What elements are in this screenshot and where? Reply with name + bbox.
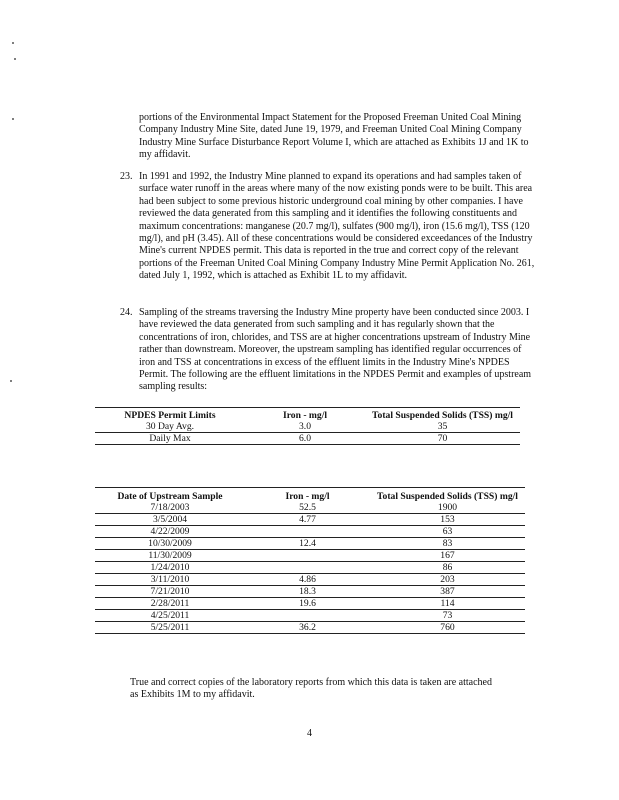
table-header-row bbox=[95, 491, 525, 502]
table-cell: 3/11/2010 bbox=[95, 574, 245, 586]
table-cell: 35 bbox=[365, 421, 520, 433]
column-header: Total Suspended Solids (TSS) mg/l bbox=[372, 410, 513, 421]
table-row bbox=[95, 502, 525, 514]
table-cell: 73 bbox=[370, 610, 525, 622]
table-row bbox=[95, 514, 525, 526]
table-cell: 4/22/2009 bbox=[95, 526, 245, 538]
upstream-samples-table bbox=[95, 491, 525, 634]
table-cell: 36.2 bbox=[245, 622, 370, 634]
table-cell: 10/30/2009 bbox=[95, 538, 245, 550]
item-24-paragraph: Sampling of the streams traversing the Industry Mine property have been conducted since 2003. I have reviewed the data generated from such sampling and it has regularly shown that the concentrations of iron, chlorides, and TSS are at higher concentrations upstream of Industry Mine rather than downstream. Moreover, the upstream sampling has identified regular occurrences of iron and TSS at concentrations in excess of the effluent limits in the Industry Mine's NPDES Permit. The following are the effluent limitations in the NPDES Permit and examples of upstream sampling results: bbox=[139, 307, 532, 393]
item-23-number: 23. bbox=[120, 171, 133, 182]
table-cell: 3.0 bbox=[245, 421, 365, 433]
table-cell bbox=[245, 610, 370, 622]
column-header: Iron - mg/l bbox=[282, 410, 328, 421]
table-cell: 11/30/2009 bbox=[95, 550, 245, 562]
column-header: NPDES Permit Limits bbox=[124, 410, 216, 421]
table-cell bbox=[245, 550, 370, 562]
table-cell bbox=[245, 526, 370, 538]
table-row bbox=[95, 598, 525, 610]
table-cell: 2/28/2011 bbox=[95, 598, 245, 610]
table-cell: 4.77 bbox=[245, 514, 370, 526]
table-cell: 12.4 bbox=[245, 538, 370, 550]
table-cell: 7/21/2010 bbox=[95, 586, 245, 598]
permit-limits-table bbox=[95, 410, 520, 445]
scan-speck bbox=[12, 42, 14, 44]
table-cell: 7/18/2003 bbox=[95, 502, 245, 514]
table-cell: 1/24/2010 bbox=[95, 562, 245, 574]
table-row bbox=[95, 562, 525, 574]
table-top-rule bbox=[95, 487, 525, 488]
table-header-row bbox=[95, 410, 520, 421]
table-top-rule bbox=[95, 407, 520, 408]
table-cell: 1900 bbox=[370, 502, 525, 514]
column-header: Total Suspended Solids (TSS) mg/l bbox=[377, 491, 518, 502]
table-cell: 18.3 bbox=[245, 586, 370, 598]
table-cell: Daily Max bbox=[95, 433, 245, 445]
table-cell: 4.86 bbox=[245, 574, 370, 586]
table-cell: 153 bbox=[370, 514, 525, 526]
table-cell bbox=[245, 562, 370, 574]
table-cell: 5/25/2011 bbox=[95, 622, 245, 634]
scan-speck bbox=[14, 58, 16, 60]
scan-speck bbox=[10, 380, 12, 382]
table-row bbox=[95, 538, 525, 550]
table-cell: 203 bbox=[370, 574, 525, 586]
table-cell: 83 bbox=[370, 538, 525, 550]
table-cell: 3/5/2004 bbox=[95, 514, 245, 526]
table-cell: 760 bbox=[370, 622, 525, 634]
table-row bbox=[95, 622, 525, 634]
table-cell: 387 bbox=[370, 586, 525, 598]
table-cell: 63 bbox=[370, 526, 525, 538]
intro-paragraph: portions of the Environmental Impact Statement for the Proposed Freeman United Coal Mining Company Industry Mine Site, dated June 19, 1979, and Freeman United Coal Mining Company Industry Mine Surface Disturbance Report Volume I, which are attached as Exhibits 1J and 1K to my affidavit. bbox=[139, 112, 529, 161]
table-cell: 52.5 bbox=[245, 502, 370, 514]
column-header: Date of Upstream Sample bbox=[117, 491, 223, 502]
table-cell: 70 bbox=[365, 433, 520, 445]
closing-paragraph: True and correct copies of the laboratory reports from which this data is taken are attached as Exhibits 1M to my affidavit. bbox=[130, 677, 492, 701]
table-row bbox=[95, 433, 520, 445]
table-row bbox=[95, 574, 525, 586]
item-24-number: 24. bbox=[120, 307, 133, 318]
table-cell: 6.0 bbox=[245, 433, 365, 445]
column-header: Iron - mg/l bbox=[285, 491, 330, 502]
table-cell: 19.6 bbox=[245, 598, 370, 610]
table-cell: 167 bbox=[370, 550, 525, 562]
table-cell: 114 bbox=[370, 598, 525, 610]
table-row bbox=[95, 526, 525, 538]
table-row bbox=[95, 421, 520, 433]
table-cell: 4/25/2011 bbox=[95, 610, 245, 622]
table-cell: 86 bbox=[370, 562, 525, 574]
table-cell: 30 Day Avg. bbox=[95, 421, 245, 433]
table-row bbox=[95, 610, 525, 622]
page-number: 4 bbox=[307, 728, 312, 739]
table-row bbox=[95, 550, 525, 562]
table-row bbox=[95, 586, 525, 598]
scan-speck bbox=[12, 118, 14, 120]
item-23-paragraph: In 1991 and 1992, the Industry Mine planned to expand its operations and had samples taken of surface water runoff in the areas where many of the now existing ponds were to be built. This area had been subject to some previous historic underground coal mining by other companies. I have reviewed the data generated from this sampling and it identifies the following constituents and maximum concentrations: manganese (20.7 mg/l), sulfates (900 mg/l), iron (15.6 mg/l), TSS (120 mg/l), and pH (3.45). All of these concentrations would be considered exceedances of the Industry Mine's current NPDES permit. This data is reported in the true and correct copy of the relevant portions of the Freeman United Coal Mining Company Industry Mine Permit Application No. 261, dated July 1, 1992, which is attached as Exhibit 1L to my affidavit. bbox=[139, 171, 535, 282]
